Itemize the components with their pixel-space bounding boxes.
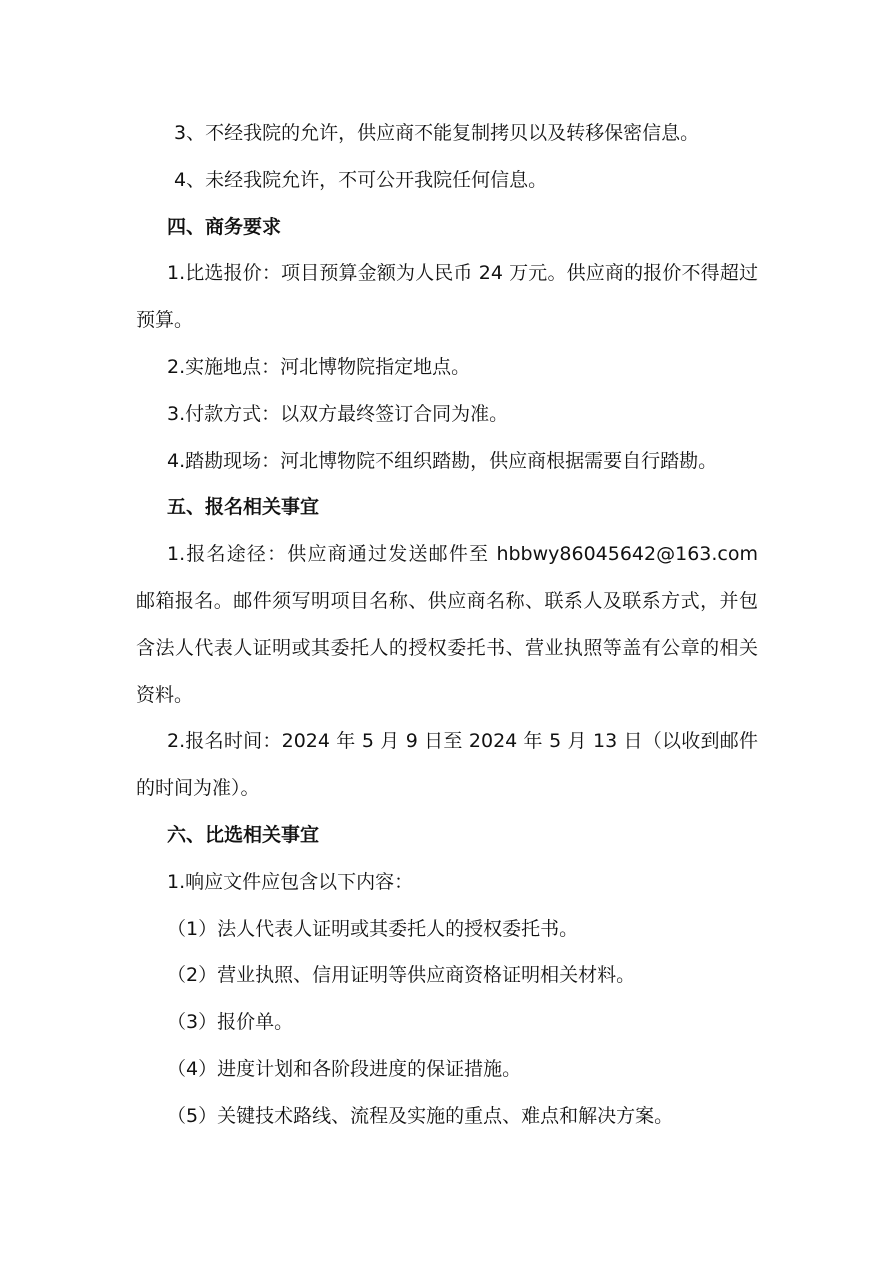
paragraph-site-survey: 4.踏勘现场：河北博物院不组织踏勘，供应商根据需要自行踏勘。 — [167, 449, 718, 472]
list-item-quotation: （3）报价单。 — [167, 1011, 294, 1034]
paragraph-location: 2.实施地点：河北博物院指定地点。 — [167, 355, 471, 378]
paragraph-quote: 1.比选报价：项目预算金额为人民币 24 万元。供应商的报价不得超过预算。 — [136, 262, 758, 332]
paragraph-registration-method: 1.报名途径：供应商通过发送邮件至 hbbwy86045642@163.com 邮箱报名。邮件须写明项目名称、供应商名称、联系人及联系方式，并包含法人代表人证明或其委托人的授权委托书、营业执照等盖有公章的相关资料。 — [136, 543, 758, 706]
list-item-schedule: （4）进度计划和各阶段进度的保证措施。 — [167, 1057, 522, 1080]
list-item-qualification: （2）营业执照、信用证明等供应商资格证明相关材料。 — [167, 964, 636, 987]
paragraph-registration-time: 2.报名时间：2024 年 5 月 9 日至 2024 年 5 月 13 日（以收到邮件的时间为准）。 — [136, 730, 758, 800]
paragraph-confidential-disclose: 4、未经我院允许，不可公开我院任何信息。 — [174, 168, 548, 191]
paragraph-confidential-copy: 3、不经我院的允许，供应商不能复制拷贝以及转移保密信息。 — [174, 122, 700, 144]
section-heading-business: 四、商务要求 — [167, 215, 282, 238]
paragraph-payment: 3.付款方式：以双方最终签订合同为准。 — [167, 402, 509, 425]
list-item-technical-route: （5）关键技术路线、流程及实施的重点、难点和解决方案。 — [167, 1104, 674, 1127]
section-heading-selection: 六、比选相关事宜 — [167, 823, 320, 846]
section-heading-registration: 五、报名相关事宜 — [167, 496, 320, 519]
paragraph-response-docs: 1.响应文件应包含以下内容： — [167, 870, 414, 893]
list-item-authorization: （1）法人代表人证明或其委托人的授权委托书。 — [167, 917, 579, 940]
document-body — [136, 110, 758, 1140]
